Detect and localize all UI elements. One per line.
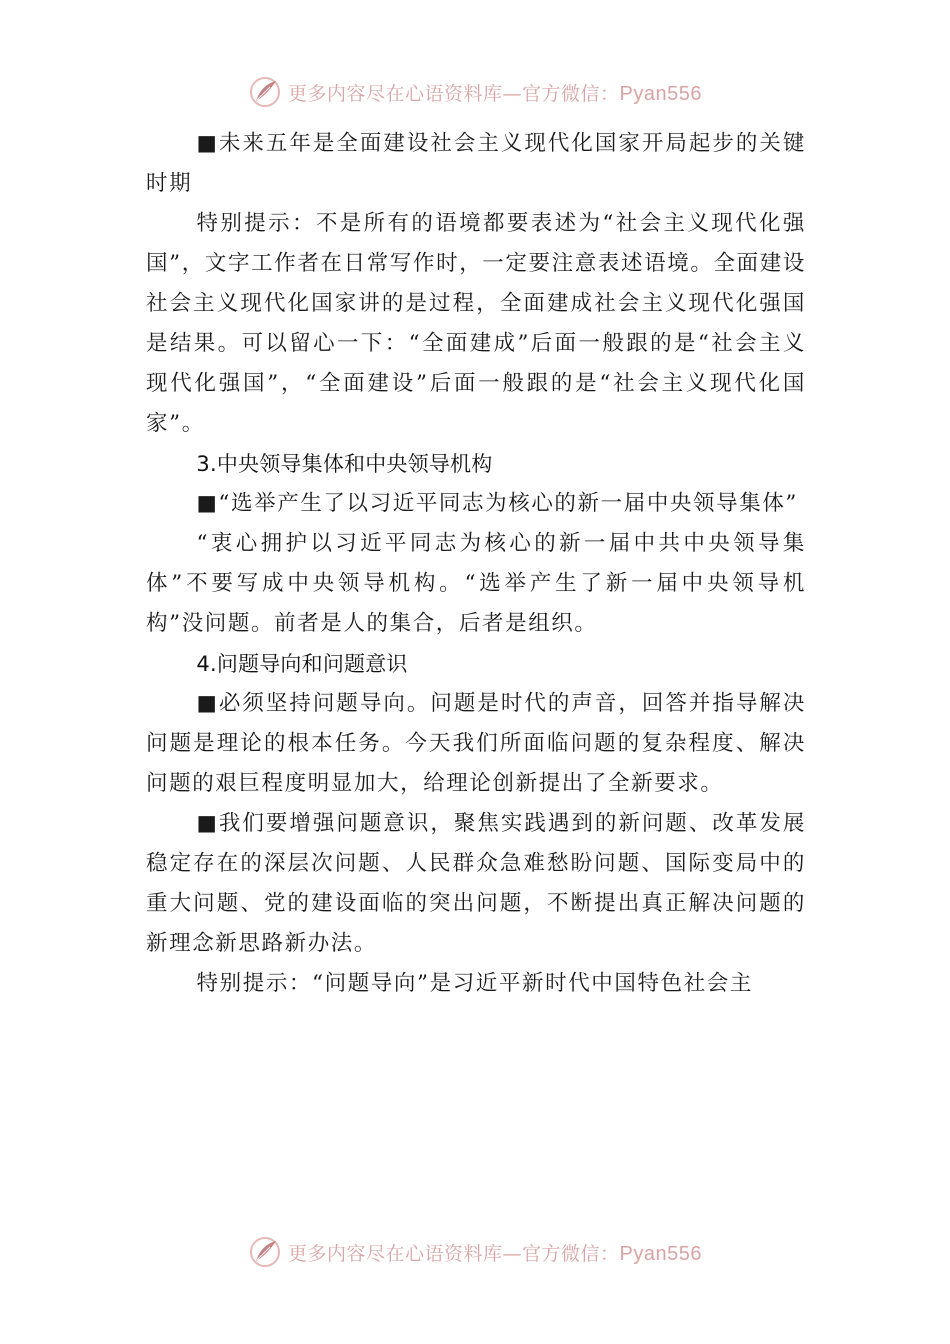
footer-watermark-id: Pyan556 <box>619 1242 702 1265</box>
document-body <box>146 124 806 1004</box>
section-heading-4: 4.问题导向和问题意识 <box>196 652 408 676</box>
section-heading-3: 3.中央领导集体和中央领导机构 <box>196 452 493 476</box>
feather-logo-icon <box>248 75 282 109</box>
feather-logo-icon <box>248 1235 282 1269</box>
header-watermark-id: Pyan556 <box>619 82 702 105</box>
paragraph-3: ■“选举产生了以习近平同志为核心的新一届中央领导集体” <box>196 491 799 516</box>
header-watermark-text: 更多内容尽在心语资料库—官方微信：Pyan556 <box>288 82 702 105</box>
paragraph-4: “衷心拥护以习近平同志为核心的新一届中共中央领导集体”不要写成中央领导机构。“选举产生了新一届中央领导机构”没问题。前者是人的集合，后者是组织。 <box>146 531 806 636</box>
paragraph-7: 特别提示：“问题导向”是习近平新时代中国特色社会主 <box>196 971 754 996</box>
paragraph-6: ■我们要增强问题意识，聚焦实践遇到的新问题、改革发展稳定存在的深层次问题、人民群众急难愁盼问题、国际变局中的重大问题、党的建设面临的突出问题，不断提出真正解决问题的新理念新思路新办法。 <box>146 811 806 956</box>
footer-watermark-text: 更多内容尽在心语资料库—官方微信：Pyan556 <box>288 1242 702 1265</box>
paragraph-1: ■未来五年是全面建设社会主义现代化国家开局起步的关键时期 <box>146 131 806 196</box>
paragraph-5: ■必须坚持问题导向。问题是时代的声音，回答并指导解决问题是理论的根本任务。今天我们所面临问题的复杂程度、解决问题的艰巨程度明显加大，给理论创新提出了全新要求。 <box>146 691 806 796</box>
header-watermark <box>0 72 950 112</box>
paragraph-2: 特别提示：不是所有的语境都要表述为“社会主义现代化强国”，文字工作者在日常写作时，一定要注意表述语境。全面建设社会主义现代化国家讲的是过程，全面建成社会主义现代化强国是结果。可以留心一下：“全面建成”后面一般跟的是“社会主义现代化强国”，“全面建设”后面一般跟的是“社会主义现代化国家”。 <box>146 211 806 436</box>
footer-watermark <box>0 1232 950 1272</box>
